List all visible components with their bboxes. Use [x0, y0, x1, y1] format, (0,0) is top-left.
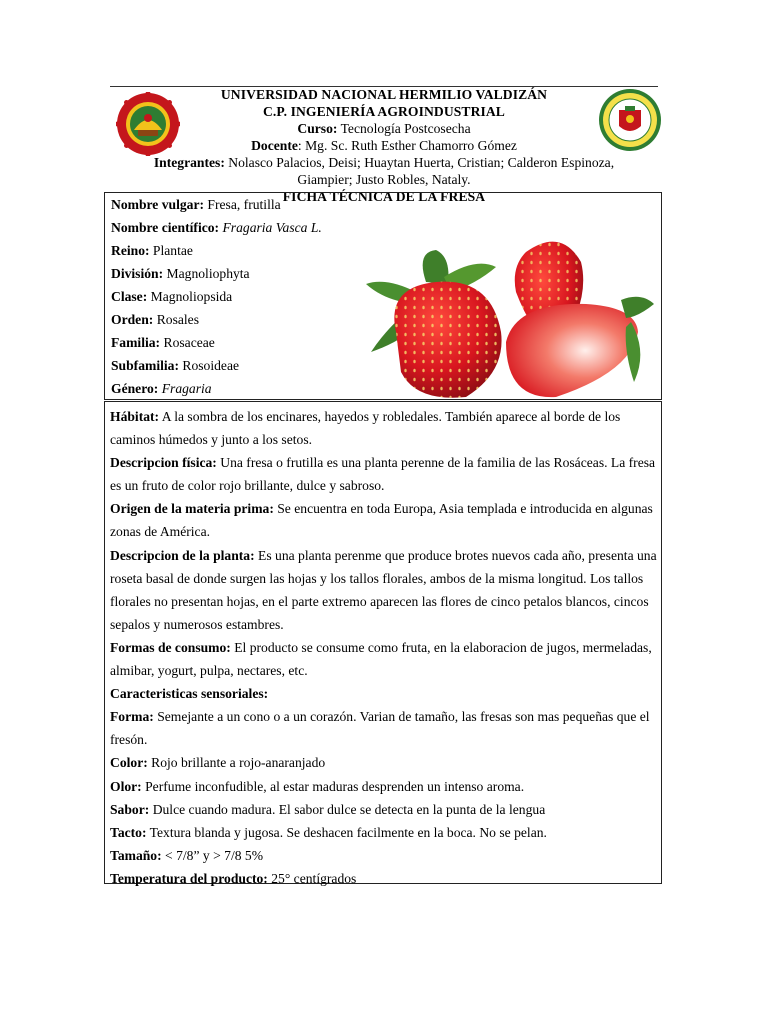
taxonomy-row: Clase: Magnoliopsida [111, 289, 233, 304]
sheet-title: FICHA TÉCNICA DE LA FRESA [282, 189, 486, 204]
teacher-line: Docente: Mg. Sc. Ruth Esther Chamorro Gómez [251, 138, 517, 153]
detail-habitat: Hábitat: A la sombra de los encinares, hayedos y robledales. También aparece al borde de los caminos húmedos y junto a los setos. [110, 409, 621, 448]
detail-touch: Tacto: Textura blanda y jugosa. Se deshacen facilmente en la boca. No se pelan. [110, 824, 547, 840]
members-line-2: Giampier; Justo Robles, Nataly. [297, 172, 471, 187]
detail-consumption: Formas de consumo: El producto se consume como fruta, en la elaboracion de jugos, mermeladas, almibar, yogurt, pulpa, nectares, etc. [110, 639, 652, 679]
detail-origin: Origen de la materia prima: Se encuentra en toda Europa, Asia templada e introducida en algunas zonas de América. [110, 501, 653, 540]
detail-physical: Descripcion física: Una fresa o frutilla es una planta perenne de la familia de las Rosáceas. La fresa es un fruto de color rojo brillante, dulce y sabroso. [110, 455, 656, 494]
document-header [110, 86, 658, 205]
detail-size: Tamaño: < 7/8” y > 7/8 5% [110, 847, 264, 863]
university-name: UNIVERSIDAD NACIONAL HERMILIO VALDIZÁN [220, 87, 548, 102]
details-content [110, 405, 658, 890]
taxonomy-row: Nombre vulgar: Fresa, frutilla [111, 197, 281, 212]
course-line: Curso: Tecnología Postcosecha [297, 121, 471, 136]
taxonomy-row: Género: Fragaria [111, 381, 212, 396]
taxonomy-row: División: Magnoliophyta [111, 266, 250, 281]
taxonomy-row: Nombre científico: Fragaria Vasca L. [111, 220, 322, 235]
detail-plant: Descripcion de la planta: Es una planta perenme que produce brotes nuevos cada año, presenta una roseta basal de donde surgen las hojas y los tallos florales, ambos de la misma longitud. Los tallos florales no presentan hojas, en el parte extremo aparecen las flores de cinco petalos blancos, cincos sepalos y numerosos estambres. [110, 547, 657, 632]
detail-temperature: Temperatura del producto: 25° centígrados [110, 870, 357, 886]
detail-color: Color: Rojo brillante a rojo-anaranjado [110, 755, 326, 771]
strawberries-photo [356, 222, 656, 402]
taxonomy-row: Reino: Plantae [111, 243, 193, 258]
details-table [104, 401, 662, 884]
taxonomy-row: Orden: Rosales [111, 312, 199, 327]
members-line: Integrantes: Nolasco Palacios, Deisi; Huaytan Huerta, Cristian; Calderon Espinoza, [153, 155, 615, 170]
detail-smell: Olor: Perfume inconfudible, al estar maduras desprenden un intenso aroma. [110, 778, 525, 794]
detail-shape: Forma: Semejante a un cono o a un corazón. Varian de tamaño, las fresas son mas pequeñas que el fresón. [110, 709, 650, 748]
program-name: C.P. INGENIERÍA AGROINDUSTRIAL [263, 104, 505, 119]
taxonomy-row: Subfamilia: Rosoideae [111, 358, 240, 373]
detail-taste: Sabor: Dulce cuando madura. El sabor dulce se detecta en la punta de la lengua [110, 801, 546, 817]
detail-sensory-heading: Caracteristicas sensoriales: [110, 686, 269, 702]
taxonomy-row: Familia: Rosaceae [111, 335, 215, 350]
